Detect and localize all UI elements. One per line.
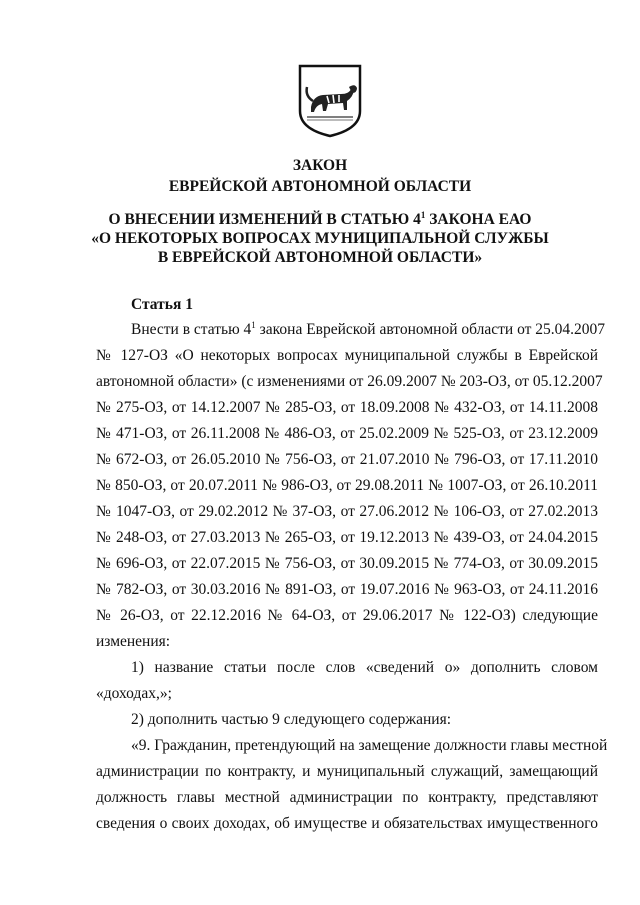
item-1-line-1: 1) название статьи после слов «сведений о» дополнить словом bbox=[131, 659, 598, 676]
part-9-line: администрации по контракту, и муниципальный служащий, замещающий bbox=[96, 763, 598, 780]
intro-text-end: закона Еврейской автономной области от 25.04.2007 bbox=[255, 321, 606, 338]
body-line-changes: изменения: bbox=[96, 633, 171, 650]
part-9-line: сведения о своих доходах, об имуществе и обязательствах имущественного bbox=[96, 815, 598, 832]
body-line: № 672-ОЗ, от 26.05.2010 № 756-ОЗ, от 21.07.2010 № 796-ОЗ, от 17.11.2010 bbox=[96, 451, 598, 468]
body-line: № 127-ОЗ «О некоторых вопросах муниципальной службы в Еврейской bbox=[96, 347, 598, 364]
body-line: № 248-ОЗ, от 27.03.2013 № 265-ОЗ, от 19.12.2013 № 439-ОЗ, от 24.04.2015 bbox=[96, 529, 598, 546]
law-title-line-1: ЗАКОН bbox=[292, 157, 348, 174]
body-line: № 696-ОЗ, от 22.07.2015 № 756-ОЗ, от 30.09.2015 № 774-ОЗ, от 30.09.2015 bbox=[96, 555, 598, 572]
law-title-line-2: ЕВРЕЙСКОЙ АВТОНОМНОЙ ОБЛАСТИ bbox=[168, 178, 472, 195]
subtitle-line-3: В ЕВРЕЙСКОЙ АВТОНОМНОЙ ОБЛАСТИ» bbox=[157, 249, 483, 266]
intro-superscript: 1 bbox=[251, 320, 256, 330]
subtitle-line-1-text: О ВНЕСЕНИИ ИЗМЕНЕНИЙ В СТАТЬЮ 4 bbox=[108, 211, 421, 228]
body-line: № 26-ОЗ, от 22.12.2016 № 64-ОЗ, от 29.06.2017 № 122-ОЗ) следующие bbox=[96, 607, 598, 624]
document-body bbox=[96, 317, 608, 837]
body-line: автономной области» (с изменениями от 26.09.2007 № 203-ОЗ, от 05.12.2007 bbox=[96, 373, 603, 390]
law-title bbox=[0, 155, 640, 197]
part-9-line: должность главы местной администрации по контракту, представляют bbox=[96, 789, 598, 806]
subtitle-line-1-end: ЗАКОНА ЕАО bbox=[425, 211, 532, 228]
subtitle-line-2: «О НЕКОТОРЫХ ВОПРОСАХ МУНИЦИПАЛЬНОЙ СЛУЖБЫ bbox=[91, 230, 549, 247]
body-line: № 471-ОЗ, от 26.11.2008 № 486-ОЗ, от 25.02.2009 № 525-ОЗ, от 23.12.2009 bbox=[96, 425, 598, 442]
body-line: № 275-ОЗ, от 14.12.2007 № 285-ОЗ, от 18.09.2008 № 432-ОЗ, от 14.11.2008 bbox=[96, 399, 598, 416]
body-line: № 782-ОЗ, от 30.03.2016 № 891-ОЗ, от 19.07.2016 № 963-ОЗ, от 24.11.2016 bbox=[96, 581, 598, 598]
part-9-line: «9. Гражданин, претендующий на замещение должности главы местной bbox=[131, 737, 608, 754]
subtitle-superscript: 1 bbox=[420, 210, 426, 220]
body-line: № 850-ОЗ, от 20.07.2011 № 986-ОЗ, от 29.08.2011 № 1007-ОЗ, от 26.10.2011 bbox=[96, 477, 598, 494]
law-subtitle bbox=[0, 210, 640, 267]
intro-text: Внести в статью 4 bbox=[131, 321, 252, 338]
subtitle-line-1 bbox=[0, 210, 640, 229]
body-line: № 1047-ОЗ, от 29.02.2012 № 37-ОЗ, от 27.06.2012 № 106-ОЗ, от 27.02.2013 bbox=[96, 503, 598, 520]
article-heading: Статья 1 bbox=[131, 296, 193, 313]
item-2: 2) дополнить частью 9 следующего содержания: bbox=[131, 711, 452, 728]
tiger-coat-of-arms-icon bbox=[297, 63, 363, 139]
intro-line bbox=[96, 317, 606, 343]
item-1-line-2: «доходах,»; bbox=[96, 685, 172, 702]
